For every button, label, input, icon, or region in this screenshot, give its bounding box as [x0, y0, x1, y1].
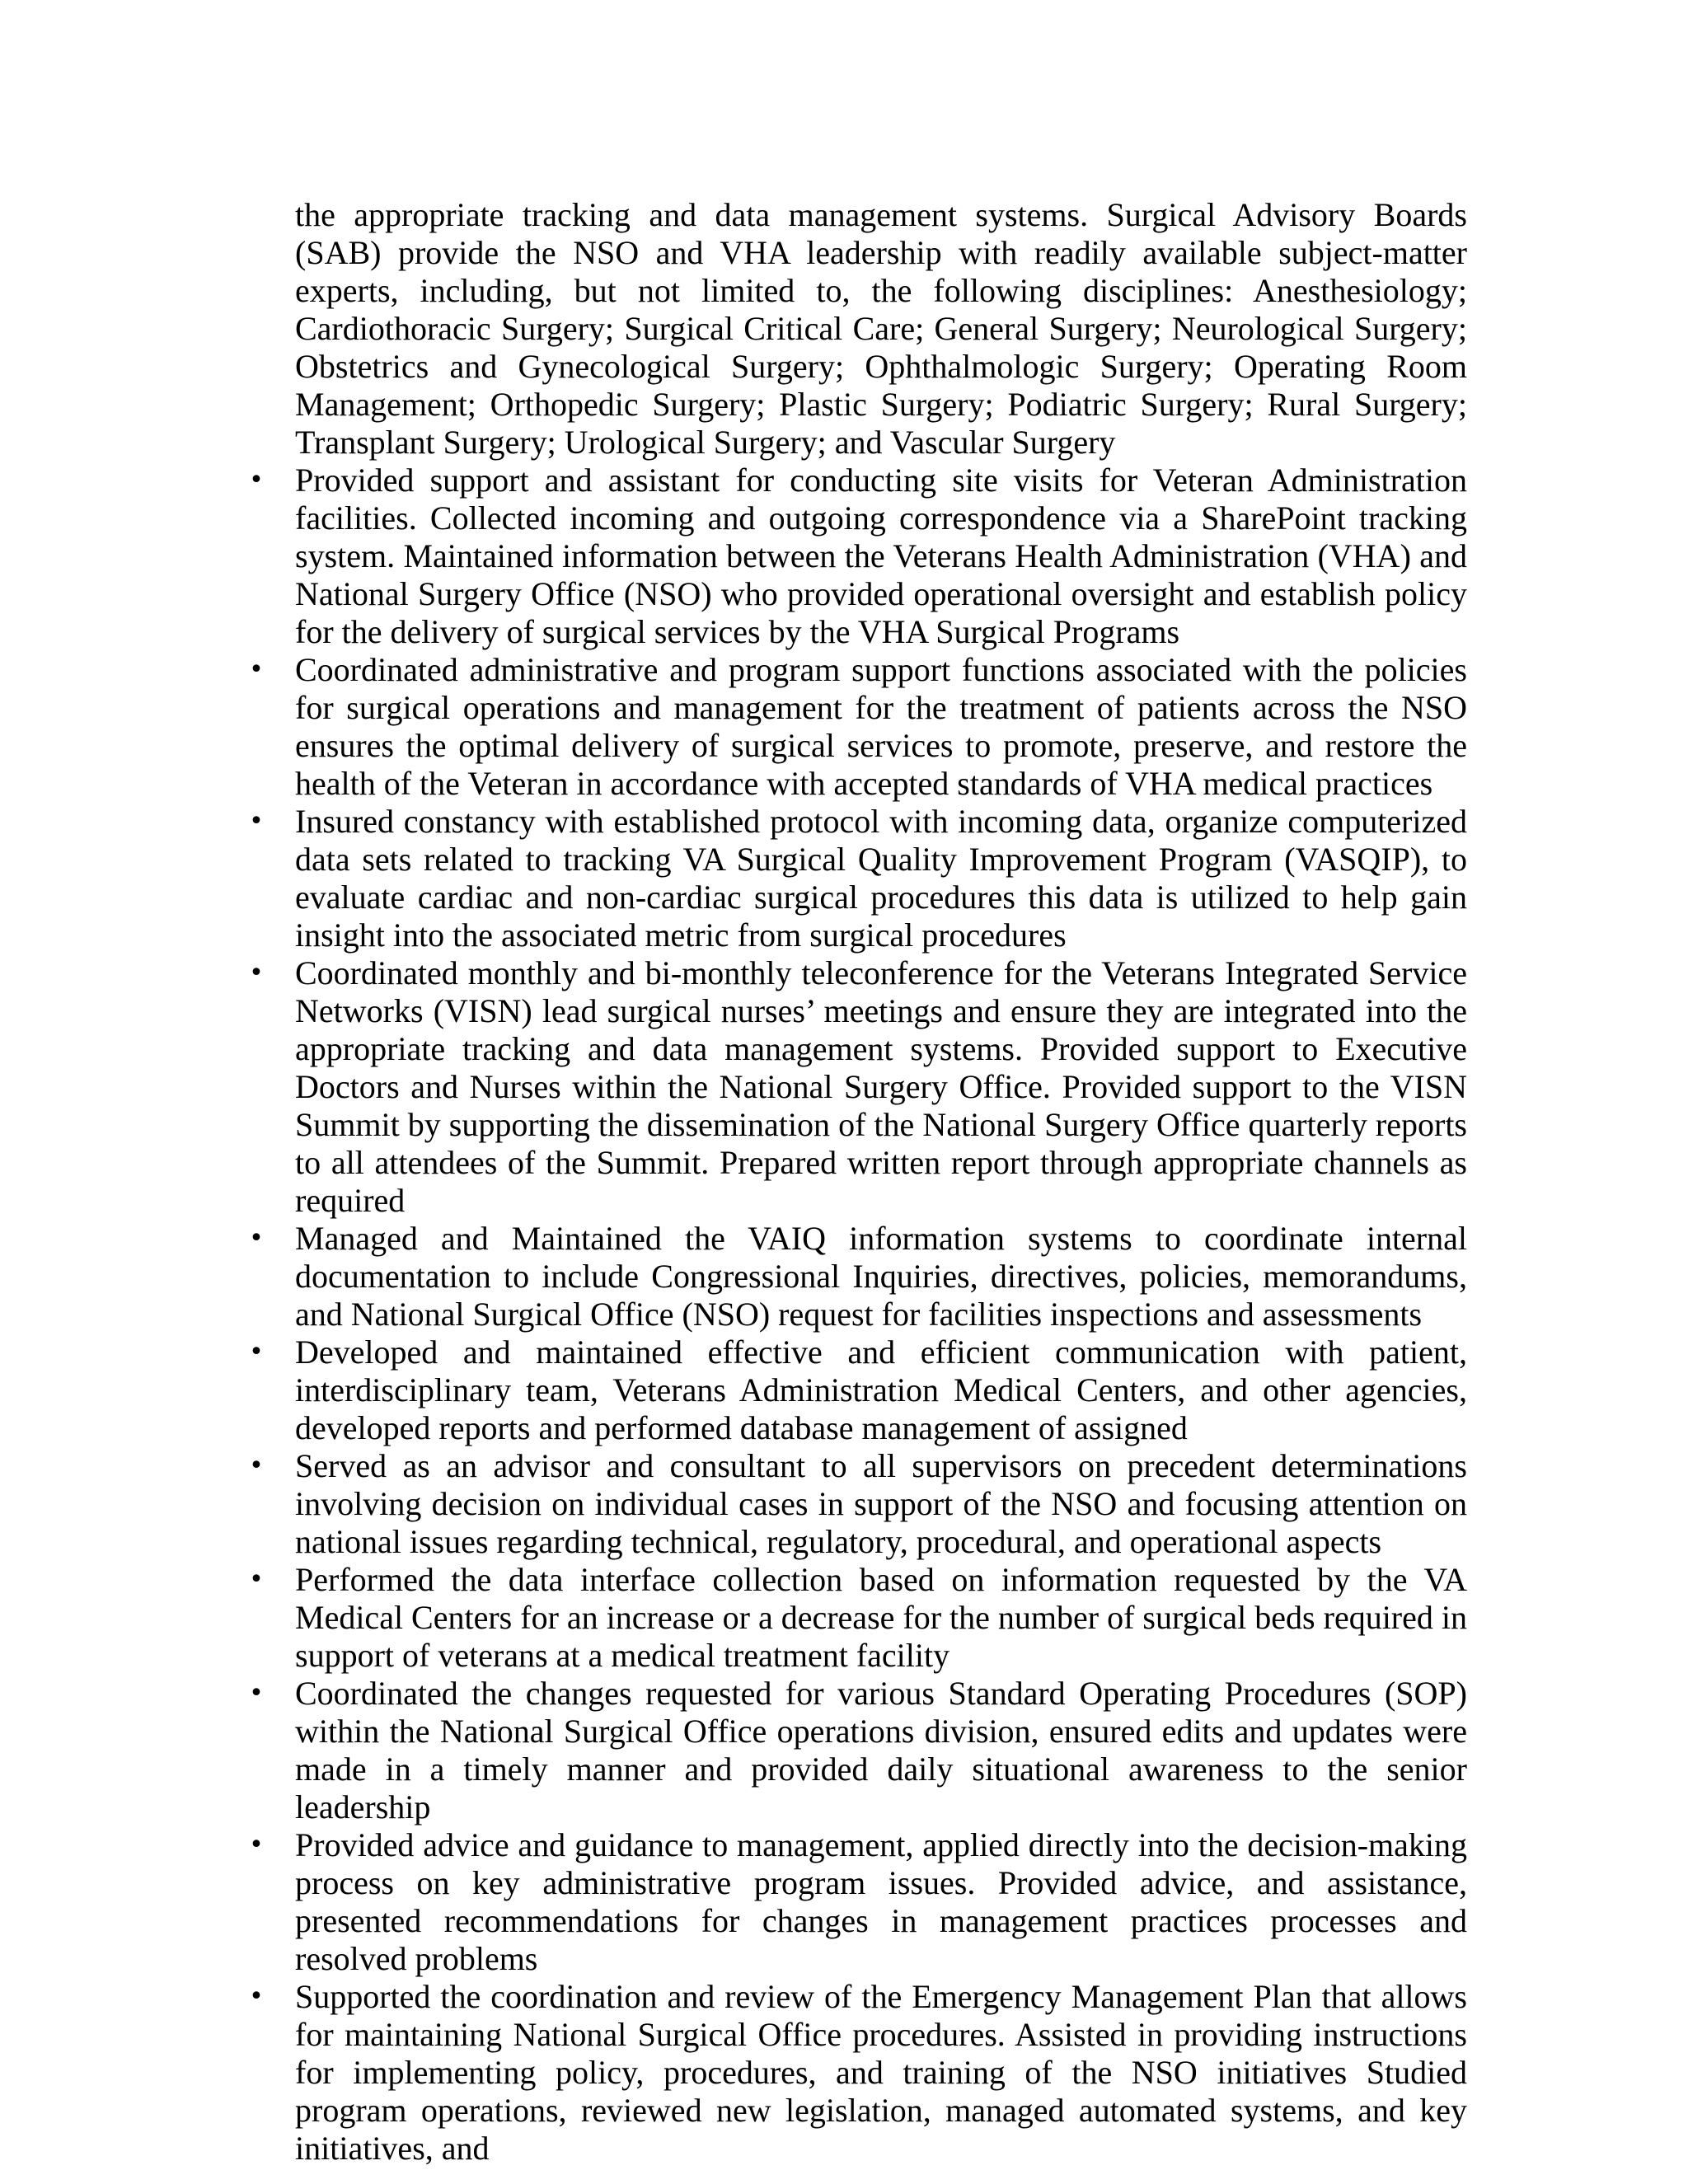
list-item: [249, 1447, 1467, 1561]
bullet-dot-icon: •: [249, 1982, 264, 2011]
list-item-text: Coordinated the changes requested for various Standard Operating Procedures (SOP) within the National Surgical Office operations division, ensured edits and updates were made in a timely manner and provided daily situational awareness to the senior leadership: [295, 1675, 1467, 1825]
list-item-text: Provided advice and guidance to management, applied directly into the decision-making process on key administrative program issues. Provided advice, and assistance, presented recommendations for changes in management practices processes and resolved problems: [295, 1826, 1467, 1977]
bullet-dot-icon: •: [249, 1224, 264, 1253]
list-item-text: Coordinated monthly and bi-monthly teleconference for the Veterans Integrated Service Networks (VISN) lead surgical nurses’ meetings and ensure they are integrated into the appropriate tracking and data management systems. Provided support to Executive Doctors and Nurses within the National Surgery Office. Provided support to the VISN Summit by supporting the dissemination of the National Surgery Office quarterly reports to all attendees of the Summit. Prepared written report through appropriate channels as required: [295, 954, 1467, 1219]
bullet-dot-icon: •: [249, 807, 264, 836]
bullet-dot-icon: •: [249, 1451, 264, 1480]
list-item: [249, 1675, 1467, 1826]
list-item-text: Supported the coordination and review of the Emergency Management Plan that allows for maintaining National Surgical Office procedures. Assisted in providing instructions for implementing policy, procedures, and training of the NSO initiatives Studied program operations, reviewed new legislation, managed automated systems, and key initiatives, and: [295, 1978, 1467, 2167]
list-item: [249, 1826, 1467, 1978]
list-item: [249, 462, 1467, 651]
list-item-text: Managed and Maintained the VAIQ information systems to coordinate internal documentation to include Congressional Inquiries, directives, policies, memorandums, and National Surgical Office (NSO) request for facilities inspections and assessments: [295, 1220, 1467, 1333]
bullet-dot-icon: •: [249, 655, 264, 684]
intro-paragraph: the appropriate tracking and data management systems. Surgical Advisory Boards (SAB) provide the NSO and VHA leadership with readily available subject-matter experts, including, but not limited to, the following disciplines: Anesthesiology; Cardiothoracic Surgery; Surgical Critical Care; General Surgery; Neurological Surgery; Obstetrics and Gynecological Surgery; Ophthalmologic Surgery; Operating Room Management; Orthopedic Surgery; Plastic Surgery; Podiatric Surgery; Rural Surgery; Transplant Surgery; Urological Surgery; and Vascular Surgery: [295, 196, 1467, 461]
bullet-list: [249, 462, 1467, 2168]
list-item-text: Provided support and assistant for conducting site visits for Veteran Administration facilities. Collected incoming and outgoing correspondence via a SharePoint tracking system. Maintained information between the Veterans Health Administration (VHA) and National Surgery Office (NSO) who provided operational oversight and establish policy for the delivery of surgical services by the VHA Surgical Programs: [295, 462, 1467, 650]
bullet-dot-icon: •: [249, 1338, 264, 1366]
list-item-text: Served as an advisor and consultant to all supervisors on precedent determinations involving decision on individual cases in support of the NSO and focusing attention on national issues regarding technical, regulatory, procedural, and operational aspects: [295, 1447, 1467, 1560]
list-item: [249, 803, 1467, 954]
bullet-dot-icon: •: [249, 958, 264, 987]
document-body: [249, 196, 1467, 2168]
list-item: [249, 1220, 1467, 1333]
list-item: [249, 954, 1467, 1220]
list-item-text: Coordinated administrative and program support functions associated with the policies for surgical operations and management for the treatment of patients across the NSO ensures the optimal delivery of surgical services to promote, preserve, and restore the health of the Veteran in accordance with accepted standards of VHA medical practices: [295, 651, 1467, 802]
list-item: [249, 1978, 1467, 2168]
list-item-text: Insured constancy with established protocol with incoming data, organize computerized data sets related to tracking VA Surgical Quality Improvement Program (VASQIP), to evaluate cardiac and non-cardiac surgical procedures this data is utilized to help gain insight into the associated metric from surgical procedures: [295, 803, 1467, 954]
list-item: [249, 1333, 1467, 1447]
list-item-text: Developed and maintained effective and efficient communication with patient, interdisciplinary team, Veterans Administration Medical Centers, and other agencies, developed reports and performed database management of assigned: [295, 1333, 1467, 1446]
list-item: [249, 1561, 1467, 1675]
list-item-text: Performed the data interface collection based on information requested by the VA Medical Centers for an increase or a decrease for the number of surgical beds required in support of veterans at a medical treatment facility: [295, 1561, 1467, 1674]
bullet-dot-icon: •: [249, 1830, 264, 1859]
bullet-dot-icon: •: [249, 1679, 264, 1708]
bullet-dot-icon: •: [249, 1565, 264, 1594]
list-item: [249, 651, 1467, 803]
bullet-dot-icon: •: [249, 466, 264, 494]
